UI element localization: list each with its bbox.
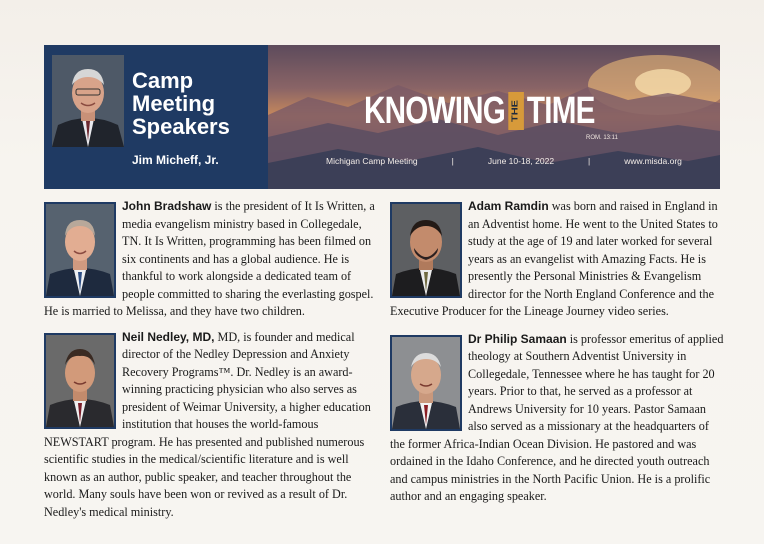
speaker-photo — [390, 335, 462, 431]
separator: | — [451, 156, 454, 166]
speaker-photo — [44, 333, 116, 429]
event-title — [364, 89, 595, 133]
separator: | — [588, 156, 591, 166]
event-title-time: TIME — [526, 89, 595, 132]
right-column — [390, 198, 724, 506]
speaker-bio-text: is the president of It Is Written, a media evangelism ministry based in Collegedale, TN. It Is Written, programming has been filmed on six continents and has a global audience. He is thankful to work alongside a dedicated team of people committed to sharing the everlasting gospel. He is married to Melissa, and they have two children. — [44, 199, 375, 318]
author-photo — [52, 55, 124, 147]
event-url: www.misda.org — [624, 156, 682, 166]
event-title-knowing: KNOWING — [364, 89, 506, 132]
speaker-name: Dr Philip Samaan — [468, 331, 567, 346]
banner — [44, 45, 720, 189]
speaker-photo — [390, 202, 462, 298]
speaker-bio — [44, 329, 376, 522]
title-line: Meeting — [132, 91, 216, 116]
event-dates: June 10-18, 2022 — [487, 156, 555, 166]
speaker-name: John Bradshaw — [122, 199, 212, 213]
left-column — [44, 198, 376, 521]
speaker-name: Adam Ramdin — [468, 199, 549, 213]
speaker-bio — [390, 331, 724, 506]
speaker-bio — [390, 198, 724, 321]
banner-title-panel — [44, 45, 268, 189]
event-banner — [268, 45, 720, 189]
event-title-the-text: THE — [510, 100, 521, 122]
event-name: Michigan Camp Meeting — [326, 156, 418, 166]
event-title-the — [508, 92, 524, 130]
title-line: Camp — [132, 68, 194, 93]
banner-author: Jim Micheff, Jr. — [132, 153, 219, 167]
speaker-bio-text: MD, is founder and medical director of the Nedley Depression and Anxiety Recovery Programs™. Dr. Nedley is an award-winning practicing physician who also serves as president of Weimar University, a higher education institution that houses the world-famous NEWSTART program. He has presented and published numerous scientific studies in the medical/scientific literature and is well known as an author, public speaker, and teacher throughout the world. Many souls have been won or revived as a result of Dr. Nedley's medical ministry. — [44, 329, 371, 519]
speaker-photo — [44, 202, 116, 298]
speaker-bio-text: is professor emeritus of applied theology at Southern Adventist University in Collegedale, Tennessee where he has taught for 20 years. Prior to that, he served as a professor at Andrews University for 10 years. Pastor Samaan also served as a missionary at the headquarters of the former Africa-Indian Ocean Division. He pastored and was ordained in the Idaho Conference, and he directed youth outreach and campus ministries in the North Pacific Union. He is a prolific author and an engaging speaker. — [390, 331, 724, 503]
speaker-name: Neil Nedley, MD, — [122, 329, 215, 344]
banner-title — [132, 69, 264, 138]
event-info-bar — [326, 156, 706, 166]
speaker-bio-text: was born and raised in England in an Adventist home. He went to the United States to study at the age of 19 and later worked for several years as an evangelist with Amazing Facts. He is presently the Personal Ministries & Evangelism director for the North England Conference and the Executive Producer for the Lineage Journey video series. — [390, 199, 718, 318]
speaker-bio — [44, 198, 376, 321]
title-line: Speakers — [132, 114, 230, 139]
scripture-reference: ROM. 13:11 — [586, 135, 618, 141]
